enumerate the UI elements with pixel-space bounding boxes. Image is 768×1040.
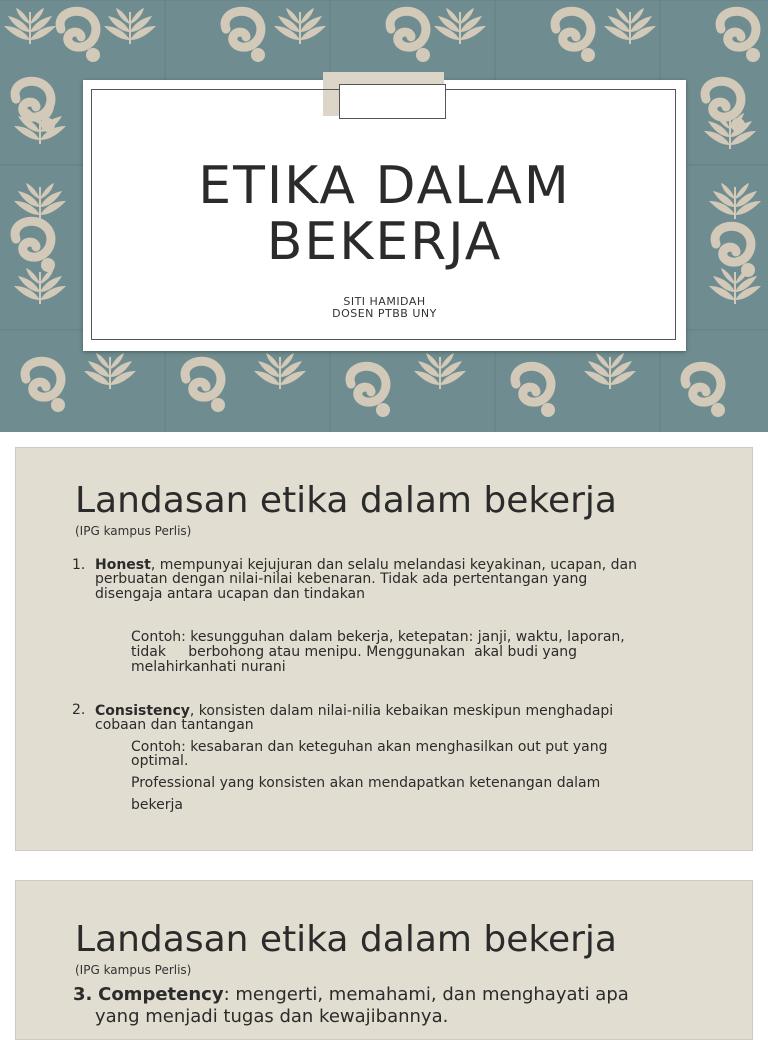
presenter-info: [92, 296, 677, 320]
card-tab: [339, 84, 446, 119]
content-slide-2: [15, 447, 753, 851]
example-line-3: melahirkanhati nurani: [131, 659, 286, 675]
item-number: 2.: [72, 702, 86, 718]
item-consistency-line-1: Consistency, konsisten dalam nilai-nilia kebaikan meskipun menghadapi: [95, 703, 614, 719]
item-competency-line-2: yang menjadi tugas dan kewajibannya.: [95, 1006, 449, 1027]
slide-source: (IPG kampus Perlis): [75, 524, 192, 538]
title-slide: [0, 0, 768, 432]
item-competency-line-1: 3. Competency: mengerti, memahami, dan menghayati apa: [73, 984, 629, 1005]
title-line-1: ETIKA DALAM: [198, 156, 571, 216]
item-term: Honest: [95, 557, 151, 573]
item-honest-line-3: disengaja antara ucapan dan tindakan: [95, 586, 366, 602]
title-line-2: BEKERJA: [266, 212, 503, 272]
content-slide-3: [15, 880, 753, 1040]
example-line-2: optimal.: [131, 753, 189, 769]
note-line-2: bekerja: [131, 797, 183, 813]
slide-title: Landasan etika dalam bekerja: [75, 919, 617, 960]
presentation-title: [92, 158, 677, 270]
note-line-1: Professional yang konsisten akan mendapatkan ketenangan dalam: [131, 775, 601, 791]
item-consistency-line-2: cobaan dan tantangan: [95, 717, 254, 733]
item-honest-line-2: perbuatan dengan nilai-nilai kebenaran. Tidak ada pertentangan yang: [95, 571, 588, 587]
example-line-1: Contoh: kesabaran dan keteguhan akan menghasilkan out put yang: [131, 739, 608, 755]
item-term: Consistency: [95, 703, 190, 719]
slide-title: Landasan etika dalam bekerja: [75, 480, 617, 521]
presenter-name: SITI HAMIDAH: [343, 295, 426, 308]
title-card: [83, 80, 686, 351]
item-term: Competency: [98, 984, 224, 1005]
example-line-2: tidak berbohong atau menipu. Menggunakan akal budi yang: [131, 644, 578, 660]
item-number: 1.: [72, 557, 86, 573]
slide-source: (IPG kampus Perlis): [75, 963, 192, 977]
title-card-border: [91, 89, 676, 340]
example-line-1: Contoh: kesungguhan dalam bekerja, ketepatan: janji, waktu, laporan,: [131, 629, 625, 645]
presenter-position: DOSEN PTBB UNY: [332, 307, 437, 320]
item-number: 3.: [73, 984, 93, 1005]
item-honest-line-1: Honest, mempunyai kejujuran dan selalu melandasi keyakinan, ucapan, dan: [95, 557, 637, 573]
